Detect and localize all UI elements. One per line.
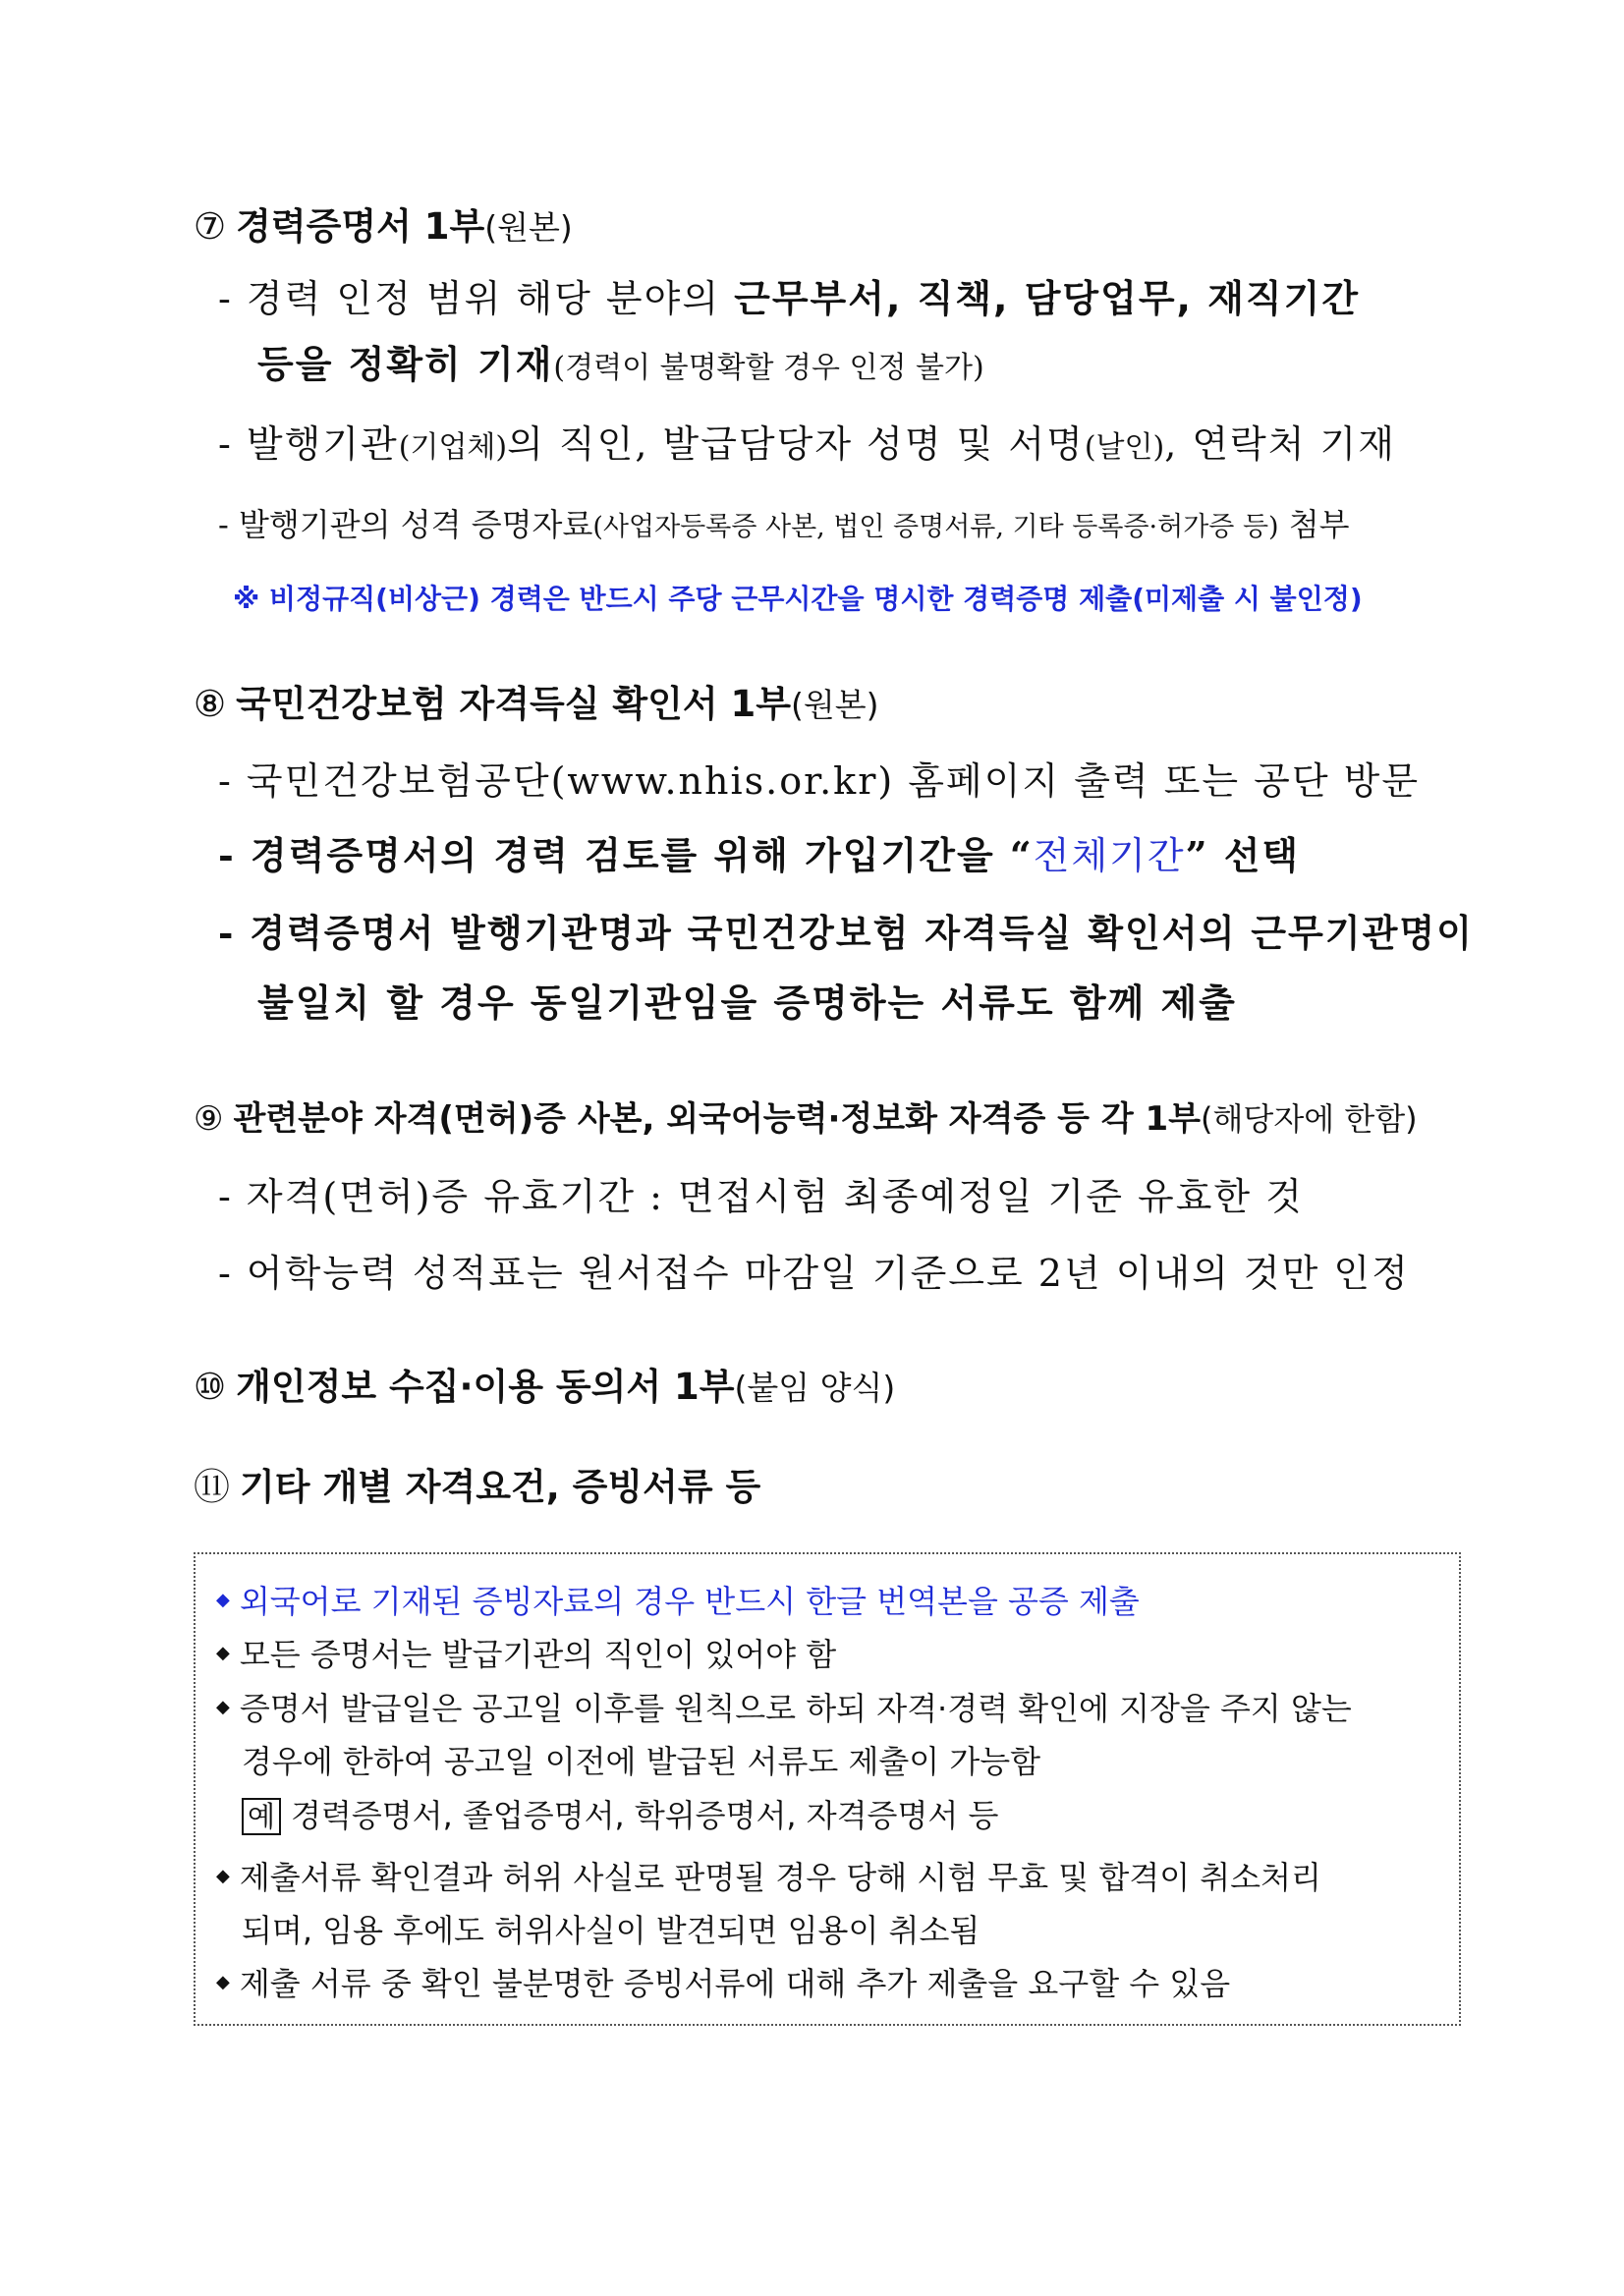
diamond-bullet-icon: ◆ [216,1866,230,1886]
notes-box [194,1552,1461,2026]
section-7-line-1: - 경력 인정 범위 해당 분야의 근무부서, 직책, 담당업무, 재직기간 [218,277,1361,320]
example-label-box: 예 [242,1798,281,1835]
section-8-line-2: - 경력증명서의 경력 검토를 위해 가입기간을 “전체기간” 선택 [218,833,1301,877]
notes-item-1: ◆ 외국어로 기재된 증빙자료의 경우 반드시 한글 번역본을 공증 제출 [216,1583,1140,1620]
notes-item-5: ◆ 제출 서류 중 확인 불분명한 증빙서류에 대해 추가 제출을 요구할 수 있음 [216,1965,1231,2002]
notes-item-3-line-2: 경우에 한하여 공고일 이전에 발급된 서류도 제출이 가능함 [242,1743,1041,1780]
section-10-heading [194,1366,896,1408]
diamond-bullet-icon: ◆ [216,1590,230,1610]
notes-item-4-line-2: 되며, 임용 후에도 허위사실이 발견되면 임용이 취소됨 [242,1912,980,1949]
section-9-paren: (해당자에 한함) [1201,1100,1418,1138]
section-8-number: ⑧ [194,683,227,725]
section-10-paren: (붙임 양식) [734,1369,896,1407]
section-8-line-4: 불일치 할 경우 동일기관임을 증명하는 서류도 함께 제출 [257,980,1237,1025]
notes-example: 예 경력증명서, 졸업증명서, 학위증명서, 자격증명서 등 [242,1798,998,1835]
section-7-paren: (원본) [484,208,573,247]
section-9-title: 관련분야 자격(면허)증 사본, 외국어능력·정보화 자격증 등 각 1부 [233,1099,1202,1139]
diamond-bullet-icon: ◆ [216,1972,230,1992]
section-8-line-1: - 국민건강보험공단(www.nhis.or.kr) 홈페이지 출력 또는 공단 방문 [218,759,1421,803]
section-8-title: 국민건강보험 자격득실 확인서 1부 [236,683,791,725]
section-7-number: ⑦ [194,205,227,248]
section-7-note: ※ 비정규직(비상근) 경력은 반드시 주당 근무시간을 명시한 경력증명 제출(미제출 시 불인정) [233,583,1363,615]
section-8-line-3: - 경력증명서 발행기관명과 국민건강보험 자격득실 확인서의 근무기관명이 [218,911,1474,955]
section-7-heading [194,205,573,248]
section-8-paren: (원본) [790,686,879,724]
notes-item-2: ◆ 모든 증명서는 발급기관의 직인이 있어야 함 [216,1636,837,1673]
notes-item-4-line-1: ◆ 제출서류 확인결과 허위 사실로 판명될 경우 당해 시험 무효 및 합격이 취소처리 [216,1859,1321,1896]
section-10-title: 개인정보 수집·이용 동의서 1부 [236,1366,735,1408]
section-9-heading [194,1099,1418,1139]
diamond-bullet-icon: ◆ [216,1643,230,1663]
section-7-title: 경력증명서 1부 [236,205,485,248]
section-11-title: 기타 개별 자격요건, 증빙서류 등 [240,1466,761,1508]
section-9-number: ⑨ [194,1099,224,1139]
section-7-line-2: 등을 정확히 기재(경력이 불명확할 경우 인정 불가) [257,343,984,386]
notes-item-3-line-1: ◆ 증명서 발급일은 공고일 이후를 원칙으로 하되 자격·경력 확인에 지장을 주지 않는 [216,1690,1352,1727]
section-10-number: ⑩ [194,1366,227,1408]
section-9-line-2: - 어학능력 성적표는 원서접수 마감일 기준으로 2년 이내의 것만 인정 [218,1252,1410,1295]
section-8-heading [194,683,879,725]
section-7-line-3: - 발행기관(기업체)의 직인, 발급담당자 성명 및 서명(날인), 연락처 기재 [218,422,1396,466]
section-9-line-1: - 자격(면허)증 유효기간 : 면접시험 최종예정일 기준 유효한 것 [218,1175,1304,1218]
section-7-line-4: - 발행기관의 성격 증명자료(사업자등록증 사본, 법인 증명서류, 기타 등록증·허가증 등) 첨부 [218,506,1350,543]
section-11-heading [194,1466,761,1508]
full-period-highlight: 전체기간 [1033,834,1186,877]
diamond-bullet-icon: ◆ [216,1697,230,1717]
section-11-number: ⑪ [194,1466,230,1508]
